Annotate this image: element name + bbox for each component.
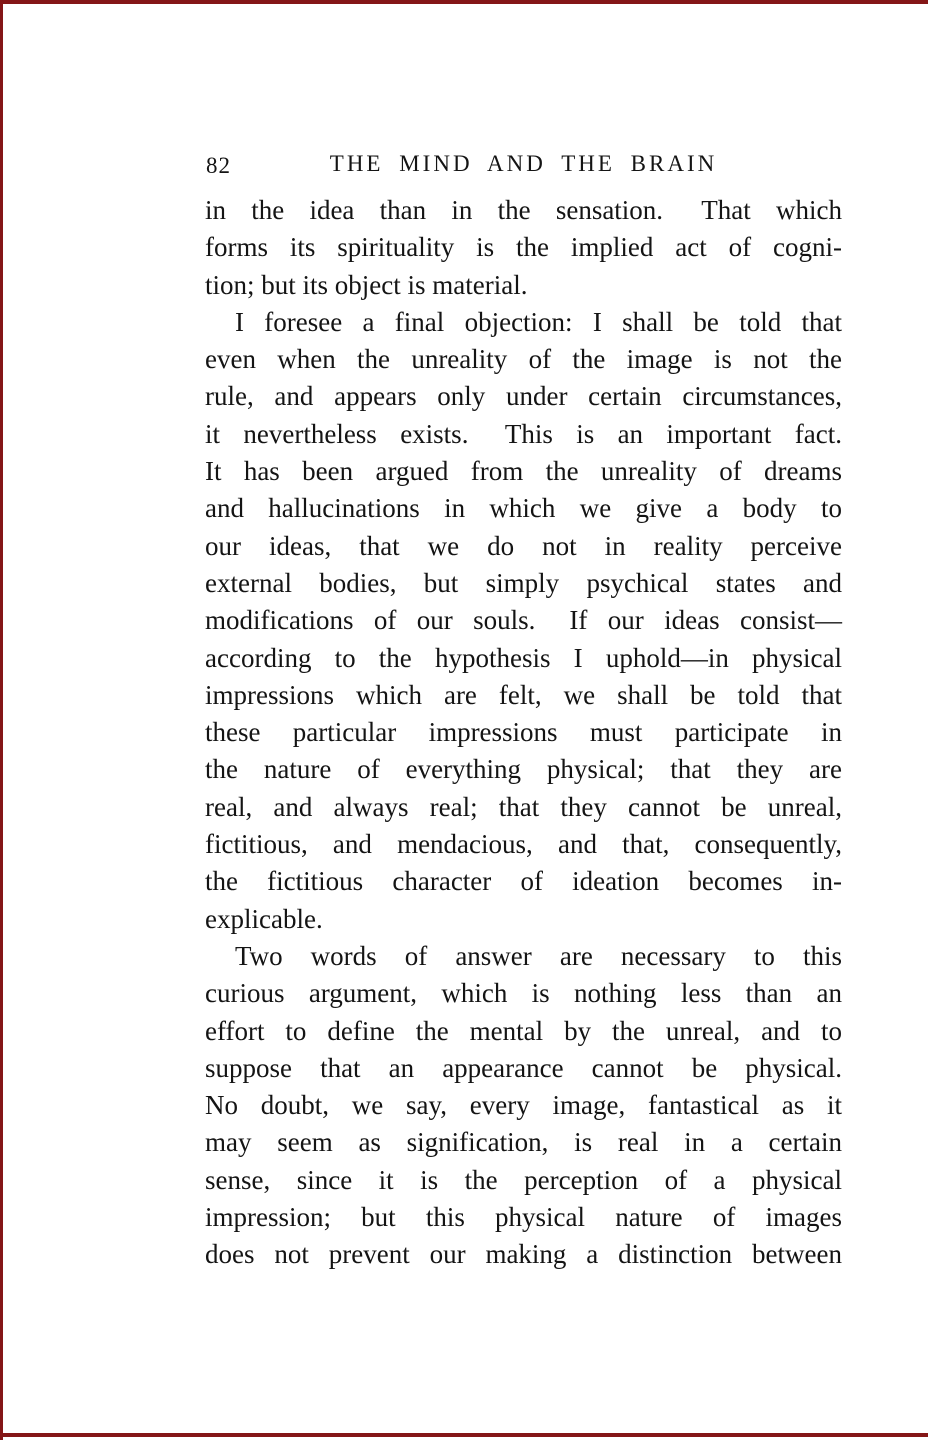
text-column [205, 151, 842, 1274]
paragraph [205, 304, 842, 938]
text-line: rule, and appears only under certain circumstances, [205, 381, 842, 412]
text-line: the fictitious character of ideation becomes in- [205, 866, 842, 897]
page-number: 82 [206, 153, 231, 178]
text-line: forms its spirituality is the implied act of cogni- [205, 232, 842, 263]
text-line: impressions which are felt, we shall be told that [205, 679, 842, 710]
text-line: No doubt, we say, every image, fantastical as it [205, 1090, 842, 1121]
text-line: effort to define the mental by the unreal, and to [205, 1015, 842, 1046]
page-header [205, 151, 842, 181]
text-line: modifications of our souls. If our ideas consist— [205, 605, 842, 636]
text-line: It has been argued from the unreality of dreams [205, 456, 842, 487]
text-line: these particular impressions must participate in [205, 717, 842, 748]
text-line: may seem as signification, is real in a certain [205, 1127, 842, 1158]
text-line: external bodies, but simply psychical states and [205, 567, 842, 598]
text-line: explicable. [205, 903, 323, 934]
scan-edge-left [0, 0, 3, 1440]
text-line: suppose that an appearance cannot be physical. [205, 1052, 842, 1083]
text-line: in the idea than in the sensation. That which [205, 195, 842, 225]
text-line: it nevertheless exists. This is an important fact. [205, 418, 842, 449]
text-line: the nature of everything physical; that they are [205, 754, 842, 785]
page-body [205, 192, 842, 1274]
scan-edge-top [0, 0, 928, 4]
text-line: and hallucinations in which we give a body to [205, 493, 842, 524]
text-line: real, and always real; that they cannot be unreal, [205, 791, 842, 822]
text-line: even when the unreality of the image is not the [205, 344, 842, 375]
running-title: THE MIND AND THE BRAIN [329, 151, 718, 176]
text-line: Two words of answer are necessary to this [235, 940, 842, 971]
text-line: sense, since it is the perception of a physical [205, 1164, 842, 1195]
paragraph [205, 938, 842, 1274]
text-line: our ideas, that we do not in reality perceive [205, 530, 842, 561]
text-line: according to the hypothesis I uphold—in physical [205, 642, 842, 673]
paragraph [205, 192, 842, 304]
text-line: does not prevent our making a distinction between [205, 1239, 842, 1270]
text-line: fictitious, and mendacious, and that, consequently, [205, 829, 842, 860]
text-line: curious argument, which is nothing less than an [205, 978, 842, 1009]
text-line: tion; but its object is material. [205, 269, 528, 300]
text-line: impression; but this physical nature of images [205, 1202, 842, 1233]
scan-edge-bottom [0, 1433, 928, 1437]
text-line: I foresee a final objection: I shall be told that [235, 306, 842, 337]
